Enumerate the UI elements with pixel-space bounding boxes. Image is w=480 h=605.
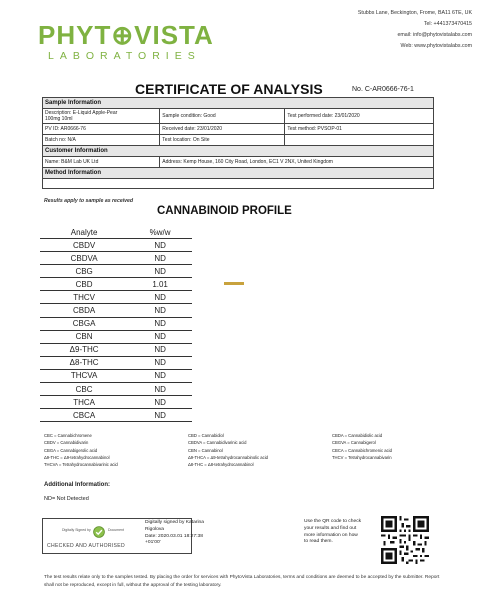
analyte-value: ND: [128, 330, 192, 343]
analyte-name: CBG: [40, 265, 128, 278]
table-row: [40, 330, 192, 343]
analyte-value: ND: [128, 396, 192, 409]
signature-line: +01'00': [145, 540, 161, 546]
company-web: Web: www.phytovistalabs.com: [400, 43, 472, 49]
customer-section-title: Customer Information: [43, 146, 434, 157]
analyte-value: ND: [128, 369, 192, 382]
test-location: Test location: On Site: [160, 135, 285, 146]
analyte-value: ND: [128, 383, 192, 396]
analyte-value: ND: [128, 409, 192, 422]
sample-info-table: [42, 97, 434, 189]
abbreviation: Δ8-THC = Δ8-tetrahydrocannabinol: [188, 462, 254, 468]
checkmark-icon: [93, 526, 105, 538]
signature-small-label-left: Digitally Signed by: [62, 528, 91, 532]
qr-line: Use the QR code to check: [304, 519, 362, 524]
analyte-name: Δ8-THC: [40, 356, 128, 369]
company-email: email: info@phytovistalabs.com: [397, 32, 472, 38]
cbd-marker-bar: [224, 282, 244, 285]
analyte-value: ND: [128, 252, 192, 265]
customer-address: Address: Kemp House, 160 City Road, London, EC1 V 2NX, United Kingdom: [160, 157, 434, 168]
qr-instructions: [304, 519, 378, 546]
company-address: Stubbs Lane, Beckington, Frome, BA11 6TE, UK: [357, 10, 472, 16]
signature-line: Date: 2020.03.01 18:27:38: [145, 533, 203, 539]
signature-stamp: CHECKED AND AUTHORISED: [47, 543, 125, 549]
analyte-value: ND: [128, 317, 192, 330]
additional-info-title: Additional Information:: [44, 482, 110, 488]
analyte-value: ND: [128, 239, 192, 252]
qr-line: your results and find out: [304, 525, 357, 531]
table-row: [40, 278, 192, 291]
header-percent: %w/w: [128, 226, 192, 239]
analyte-name: Δ9-THC: [40, 343, 128, 356]
abbreviation: CBDVA = Cannabidivarinic acid: [188, 440, 247, 446]
abbreviation: THCV = Tetrahydrocannabivarin: [332, 454, 392, 460]
analyte-value: ND: [128, 343, 192, 356]
additional-info-text: ND= Not Detected: [44, 496, 89, 502]
table-row: [40, 265, 192, 278]
qr-line: to read them.: [304, 539, 333, 545]
abbreviation: CBCA = Cannabichromenic acid: [332, 447, 392, 453]
sample-description-line2: 100mg 10ml: [45, 116, 73, 122]
abbreviation: CBC = Cannabichromene: [44, 433, 92, 438]
table-row: [40, 317, 192, 330]
abbreviation: CBD = Cannabidiol: [188, 433, 224, 438]
logo-subtitle: LABORATORIES: [48, 50, 201, 62]
qr-code-icon[interactable]: [381, 516, 429, 564]
test-performed-date: Test performed date: 23/01/2020: [285, 109, 434, 124]
analyte-name: CBC: [40, 383, 128, 396]
analyte-value: ND: [128, 265, 192, 278]
abbreviation: THCVA = Tetrahydrocannabivarinic acid: [44, 462, 118, 468]
abbreviation: CBGVA = Cannabigerol: [332, 440, 376, 446]
table-row: [40, 356, 192, 369]
table-row: [40, 239, 192, 252]
table-row: [40, 252, 192, 265]
analyte-name: THCA: [40, 396, 128, 409]
certificate-number: No. C-AR0666-76-1: [352, 86, 414, 93]
analyte-name: THCV: [40, 291, 128, 304]
table-row: [40, 304, 192, 317]
empty-cell: [285, 135, 434, 146]
abbreviation: Δ9-THC = Δ9-tetrahydrocannabinol: [44, 454, 110, 460]
abbreviation: CBDA = Cannabidiolic acid: [332, 433, 383, 438]
analyte-name: CBDA: [40, 304, 128, 317]
sample-condition: Sample condition: Good: [160, 109, 285, 124]
sample-description-line1: Description: E-Liquid Apple-Pear: [45, 110, 118, 116]
signature-line: Rigolova: [145, 526, 165, 532]
profile-title: CANNABINOID PROFILE: [157, 205, 292, 217]
logo-wordmark: PHYT⊕VISTA: [38, 20, 214, 50]
abbreviation: CBGA = Cannabigerolic acid: [44, 447, 98, 453]
results-note: Results apply to sample as received: [44, 198, 134, 204]
company-contact: [282, 8, 472, 52]
abbreviations-col3: [332, 432, 392, 461]
header-analyte: Analyte: [40, 226, 128, 239]
cannabinoid-table: [40, 226, 192, 422]
qr-line: more information on how: [304, 532, 358, 538]
table-row: [40, 291, 192, 304]
analyte-name: CBCA: [40, 409, 128, 422]
document-title: CERTIFICATE OF ANALYSIS: [135, 81, 323, 97]
analyte-name: CBGA: [40, 317, 128, 330]
test-method: Test method: PVSOP-01: [285, 124, 434, 135]
abbreviations-col1: [44, 432, 118, 468]
analyte-name: CBN: [40, 330, 128, 343]
analyte-name: CBDVA: [40, 252, 128, 265]
abbreviation: Δ9-THCA = Δ9-tetrahydrocannabinolic acid: [188, 454, 268, 460]
abbreviation: CBN = Cannabinol: [188, 447, 223, 453]
analyte-value: 1.01: [128, 278, 192, 291]
analyte-name: THCVA: [40, 369, 128, 382]
disclaimer: The test results relate only to the samples tested. By placing the order for services with PhytoVista Laboratories, terms and conditions are deemed to be accepted by the submitter. Report shall not be reproduced, except in full, without the approval of the testing laboratory.: [44, 575, 440, 588]
customer-name: Name: B&M Lab UK Ltd: [43, 157, 160, 168]
sample-description: [43, 109, 160, 124]
received-date: Received date: 23/01/2020: [160, 124, 285, 135]
table-row: [40, 383, 192, 396]
analyte-value: ND: [128, 291, 192, 304]
signature-small-label-right: Document: [108, 528, 124, 532]
table-row: [40, 409, 192, 422]
table-row: [40, 369, 192, 382]
analyte-value: ND: [128, 356, 192, 369]
analyte-value: ND: [128, 304, 192, 317]
table-row: [40, 343, 192, 356]
analyte-name: CBD: [40, 278, 128, 291]
digital-signature: [145, 520, 204, 547]
signature-line: Digitally signed by Katarina: [145, 520, 204, 525]
company-tel: Tel: +441373470415: [423, 21, 472, 27]
pv-id: PV ID: AR0666-76: [43, 124, 160, 135]
batch-number: Batch no: N/A: [43, 135, 160, 146]
sample-section-title: Sample Information: [43, 98, 434, 109]
method-section-title: Method Information: [43, 168, 434, 179]
abbreviations-col2: [188, 432, 268, 468]
analyte-name: CBDV: [40, 239, 128, 252]
method-blank-row: [43, 179, 434, 189]
table-row: [40, 396, 192, 409]
abbreviation: CBDV = Cannabidivarin: [44, 440, 89, 446]
